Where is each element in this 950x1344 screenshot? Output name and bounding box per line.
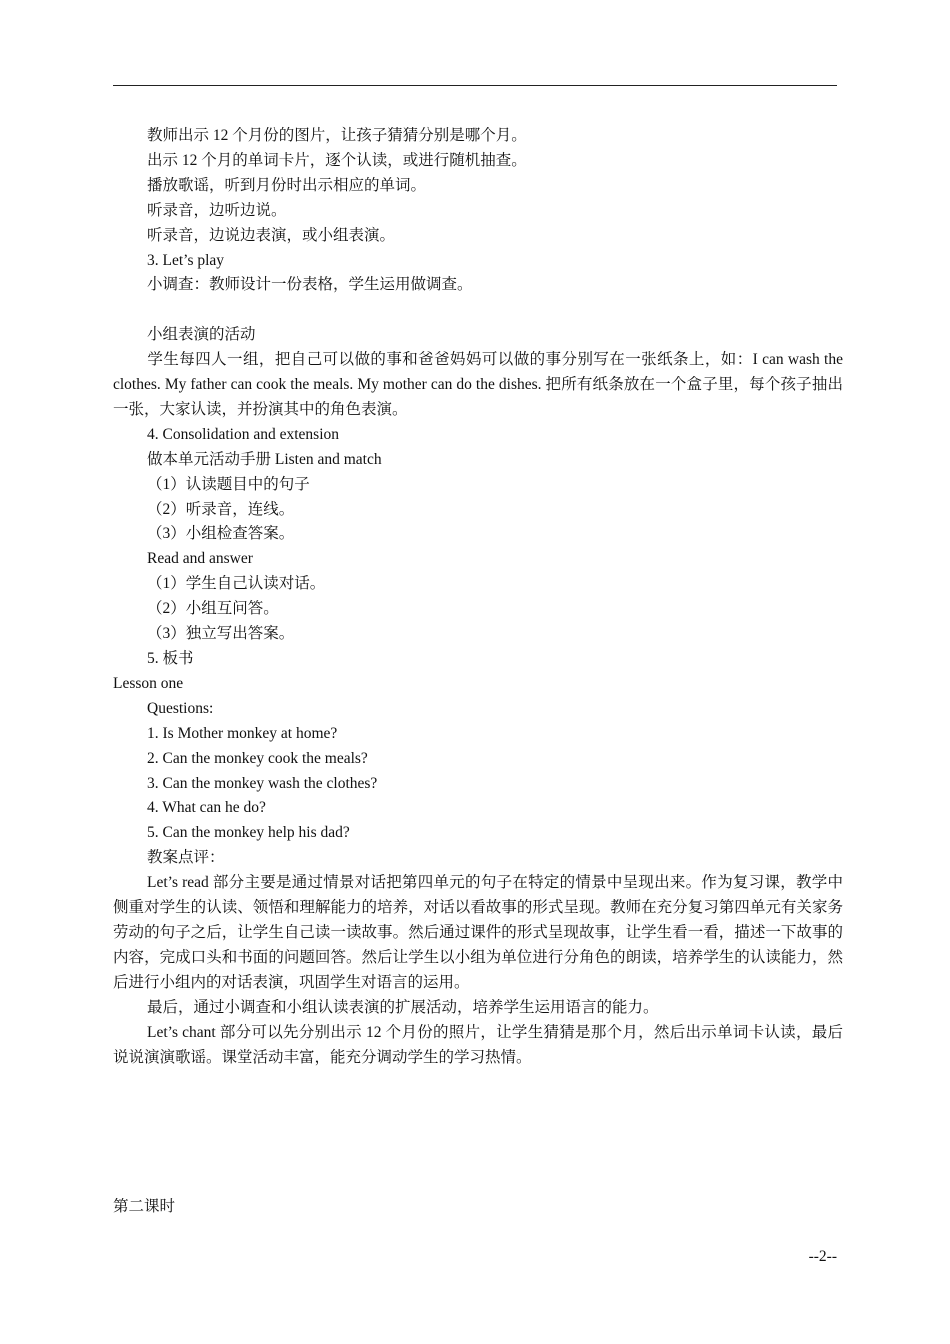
blank-line: [113, 298, 843, 323]
header-rule: [113, 85, 837, 86]
paragraph: 学生每四人一组，把自己可以做的事和爸爸妈妈可以做的事分别写在一张纸条上，如：I can wash the clothes. My father can cook the meals. My mother can do the dishes. 把所有纸条放在一个盒子里，每个孩子抽出一张，大家认读，并扮演其中的角色表演。: [113, 351, 843, 418]
text-line: 听录音，边听边说。: [147, 201, 287, 219]
list-item: （1）学生自己认读对话。: [147, 575, 326, 593]
section-heading: 3. Let’s play: [147, 251, 225, 269]
text-line: 听录音，边说边表演，或小组表演。: [147, 226, 396, 244]
document-body: [113, 124, 843, 1070]
question-item: 5. Can the monkey help his dad?: [147, 824, 350, 842]
text-line: 小组表演的活动: [147, 326, 256, 344]
text-line: 做本单元活动手册 Listen and match: [147, 450, 382, 468]
list-item: （2）小组互问答。: [147, 600, 279, 618]
text-line: Questions:: [147, 699, 214, 717]
question-item: 4. What can he do?: [147, 799, 266, 817]
question-item: 2. Can the monkey cook the meals?: [147, 749, 368, 767]
list-item: （2）听录音，连线。: [147, 500, 295, 518]
text-line: 小调查：教师设计一份表格，学生运用做调查。: [147, 276, 473, 294]
list-item: （3）独立写出答案。: [147, 625, 295, 643]
paragraph: Let’s chant 部分可以先分别出示 12 个月份的照片，让学生猜猜是那个月，然后出示单词卡认读，最后说说演演歌谣。课堂活动丰富，能充分调动学生的学习热情。: [113, 1023, 843, 1066]
section-title: 第二课时: [113, 1198, 176, 1215]
question-item: 1. Is Mother monkey at home?: [147, 724, 338, 742]
text-line: 教案点评：: [147, 849, 225, 867]
list-item: （1）认读题目中的句子: [147, 475, 310, 493]
text-line: 教师出示 12 个月份的图片，让孩子猜猜分别是哪个月。: [147, 127, 527, 144]
text-line: Read and answer: [147, 550, 253, 568]
paragraph: 最后，通过小调查和小组认读表演的扩展活动，培养学生运用语言的能力。: [147, 998, 659, 1016]
lesson-title: Lesson one: [113, 674, 184, 692]
paragraph: Let’s read 部分主要是通过情景对话把第四单元的句子在特定的情景中呈现出来。作为复习课，教学中侧重对学生的认读、领悟和理解能力的培养，对话以看故事的形式呈现。教师在充分复习第四单元有关家务劳动的句子之后，让学生自己读一读故事。然后通过课件的形式呈现故事，让学生看一看，描述一下故事的内容，完成口头和书面的问题回答。然后让学生以小组为单位进行分角色的朗读，培养学生的认读能力，然后进行小组内的对话表演，巩固学生对语言的运用。: [113, 874, 843, 991]
section-heading: 5. 板书: [147, 650, 194, 668]
page-number: --2--: [808, 1248, 837, 1265]
list-item: （3）小组检查答案。: [147, 525, 295, 543]
text-line: 播放歌谣，听到月份时出示相应的单词。: [147, 176, 427, 194]
text-line: 出示 12 个月的单词卡片，逐个认读，或进行随机抽查。: [147, 151, 527, 169]
section-heading: 4. Consolidation and extension: [147, 425, 340, 443]
question-item: 3. Can the monkey wash the clothes?: [147, 774, 378, 792]
